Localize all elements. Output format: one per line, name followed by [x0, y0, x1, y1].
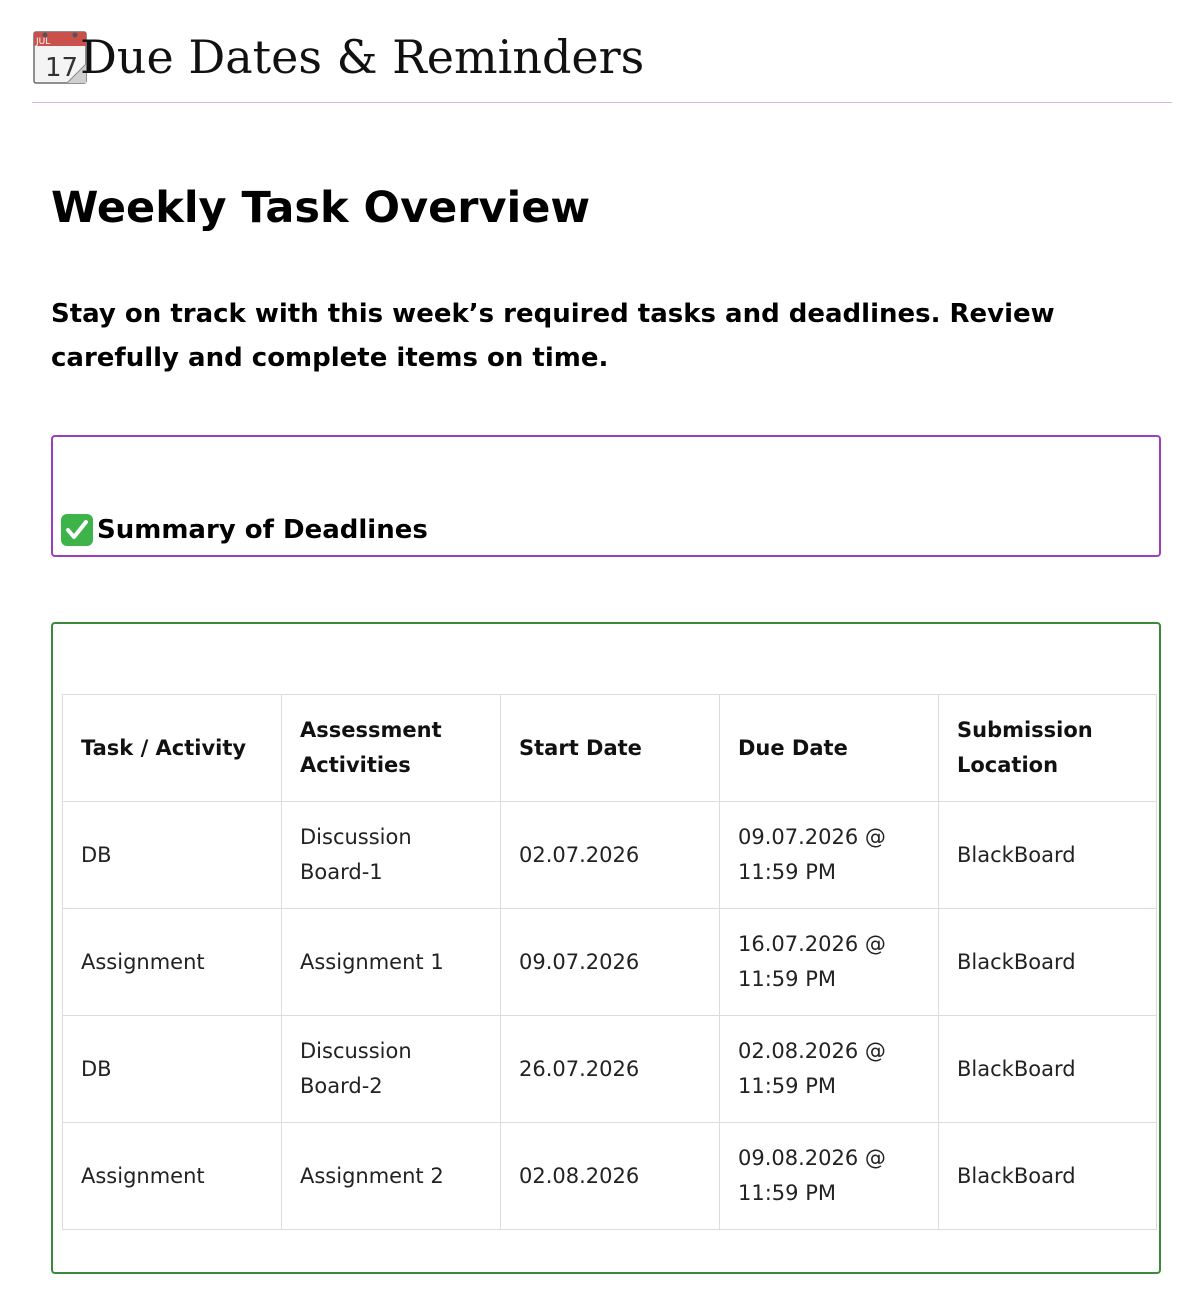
table-row — [63, 1123, 1157, 1230]
deadline-table-container — [51, 622, 1161, 1274]
calendar-icon — [33, 30, 87, 84]
check-mark-icon — [60, 513, 94, 547]
cell-task: Assignment — [63, 1123, 282, 1230]
cell-submission-location: BlackBoard — [939, 909, 1157, 1016]
page-title: Due Dates & Reminders — [80, 30, 645, 84]
page-header — [32, 22, 1172, 103]
cell-due-date: 09.07.2026 @ 11:59 PM — [720, 802, 939, 909]
cell-task: DB — [63, 1016, 282, 1123]
table-row — [63, 1016, 1157, 1123]
column-header-submission-location: Submission Location — [939, 695, 1157, 802]
section-heading: Weekly Task Overview — [51, 183, 591, 233]
cell-due-date: 09.08.2026 @ 11:59 PM — [720, 1123, 939, 1230]
cell-assessment: Discussion Board-1 — [282, 802, 501, 909]
table-row — [63, 802, 1157, 909]
cell-task: DB — [63, 802, 282, 909]
cell-assessment: Discussion Board-2 — [282, 1016, 501, 1123]
cell-start-date: 02.07.2026 — [501, 802, 720, 909]
table-row — [63, 909, 1157, 1016]
cell-submission-location: BlackBoard — [939, 802, 1157, 909]
summary-box — [51, 435, 1161, 557]
calendar-day: 17 — [45, 53, 79, 83]
column-header-due-date: Due Date — [720, 695, 939, 802]
cell-start-date: 02.08.2026 — [501, 1123, 720, 1230]
cell-assessment: Assignment 2 — [282, 1123, 501, 1230]
column-header-assessment: Assessment Activities — [282, 695, 501, 802]
calendar-month: JUL — [36, 37, 51, 47]
cell-submission-location: BlackBoard — [939, 1016, 1157, 1123]
cell-start-date: 09.07.2026 — [501, 909, 720, 1016]
column-header-start-date: Start Date — [501, 695, 720, 802]
cell-start-date: 26.07.2026 — [501, 1016, 720, 1123]
cell-submission-location: BlackBoard — [939, 1123, 1157, 1230]
deadline-table — [62, 694, 1157, 1230]
cell-due-date: 16.07.2026 @ 11:59 PM — [720, 909, 939, 1016]
table-header-row — [63, 695, 1157, 802]
cell-task: Assignment — [63, 909, 282, 1016]
summary-heading — [60, 510, 428, 550]
summary-heading-label: Summary of Deadlines — [97, 515, 428, 545]
cell-assessment: Assignment 1 — [282, 909, 501, 1016]
intro-text: Stay on track with this week’s required tasks and deadlines. Review carefully and complete items on time. — [51, 299, 1055, 373]
cell-due-date: 02.08.2026 @ 11:59 PM — [720, 1016, 939, 1123]
column-header-task: Task / Activity — [63, 695, 282, 802]
